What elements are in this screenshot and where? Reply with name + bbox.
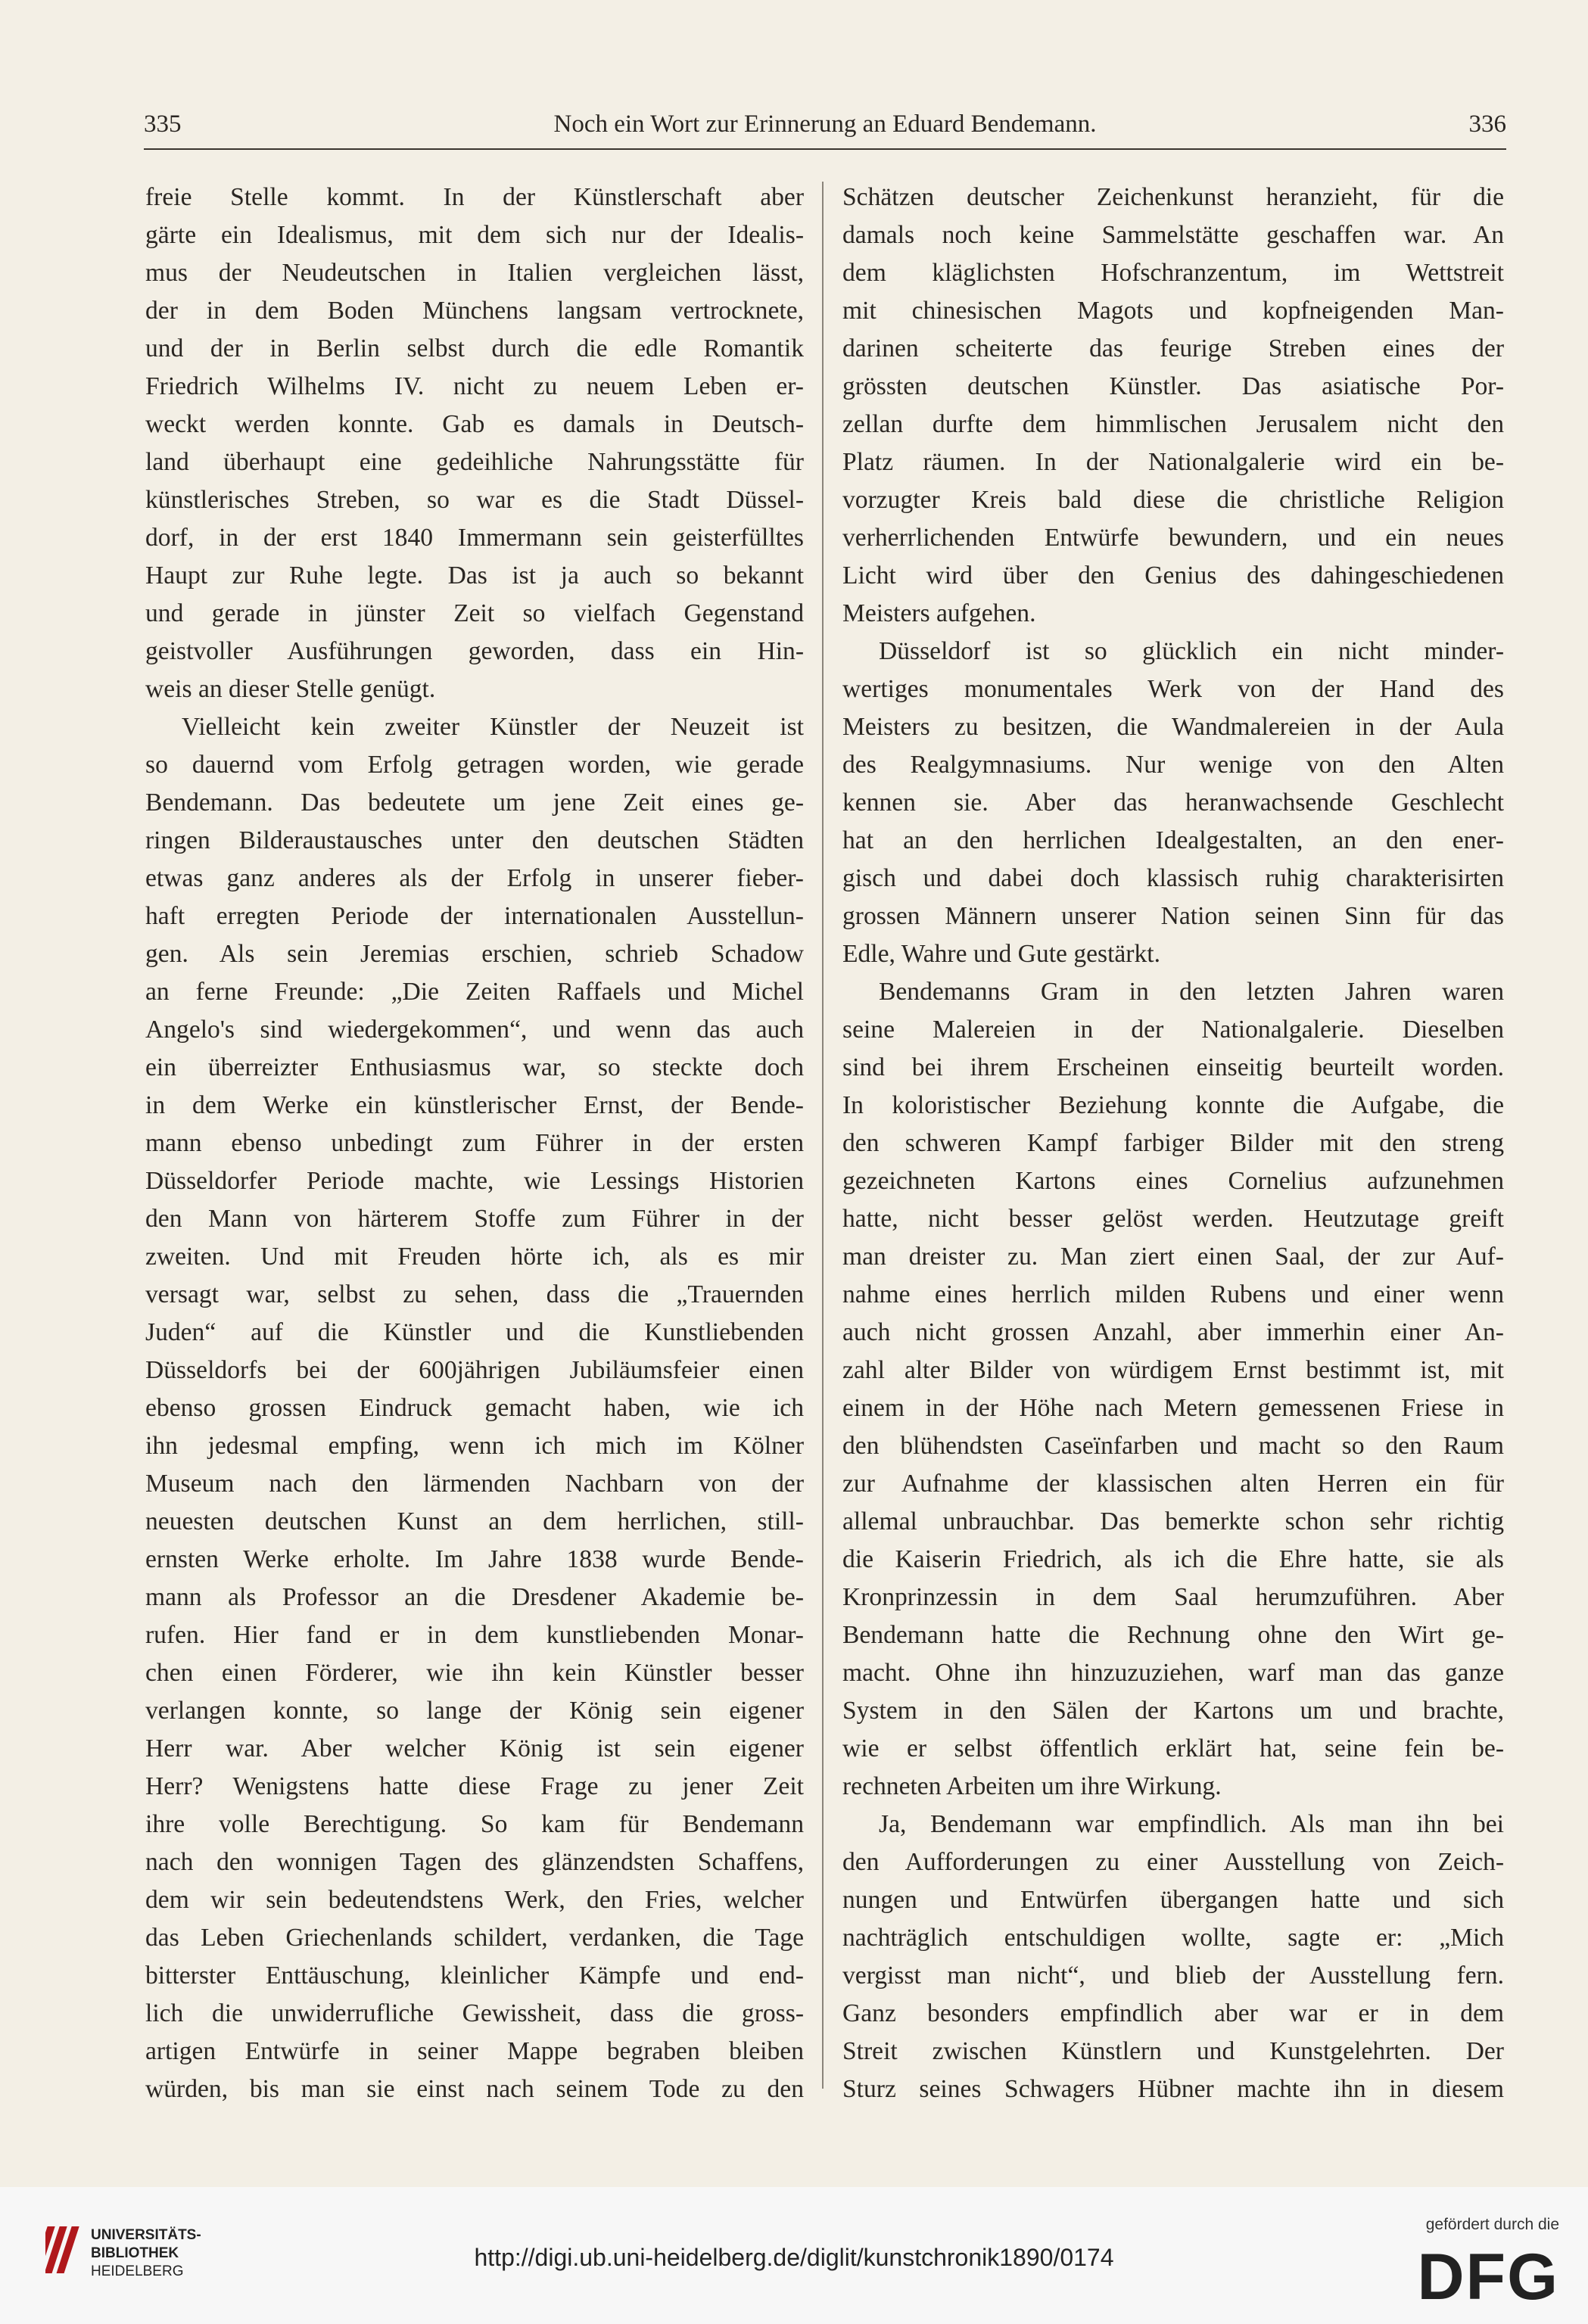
text-line: Schätzen deutscher Zeichenkunst heranzieht, für die (842, 183, 1504, 211)
text-line: ein überreizter Enthusiasmus war, so steckte doch (145, 1053, 804, 1081)
text-line: mit chinesischen Magots und kopfneigenden Man- (842, 297, 1504, 325)
page-number-right: 336 (1468, 110, 1506, 138)
text-line: Herr war. Aber welcher König ist sein eigener (145, 1734, 804, 1762)
text-line: zur Aufnahme der klassischen alten Herren ein für (842, 1470, 1504, 1498)
text-line: auch nicht grossen Anzahl, aber immerhin einer An- (842, 1318, 1504, 1346)
text-line: gärte ein Idealismus, mit dem sich nur der Idealis- (145, 221, 804, 249)
text-line: vergisst man nicht“, und blieb der Ausstellung fern. (842, 1962, 1504, 1990)
text-line: so dauernd vom Erfolg getragen worden, wie gerade (145, 751, 804, 779)
text-line: hat an den herrlichen Idealgestalten, an den ener- (842, 826, 1504, 854)
text-line: der in dem Boden Münchens langsam vertrocknete, (145, 297, 804, 325)
text-line: lich die unwiderrufliche Gewissheit, dass die gross- (145, 1999, 804, 2027)
text-line: Meisters aufgehen. (842, 599, 1036, 627)
text-line: chen einen Förderer, wie ihn kein Künstler besser (145, 1659, 804, 1687)
text-line: Juden“ auf die Künstler und die Kunstliebenden (145, 1318, 804, 1346)
text-line: sind bei ihrem Erscheinen einseitig beurteilt worden. (842, 1053, 1504, 1081)
text-line: man dreister zu. Man ziert einen Saal, der zur Auf- (842, 1243, 1504, 1271)
text-line: und der in Berlin selbst durch die edle Romantik (145, 334, 804, 362)
text-line: Ganz besonders empfindlich aber war er in dem (842, 1999, 1504, 2027)
text-line: dorf, in der erst 1840 Immermann sein geisterfülltes (145, 524, 804, 552)
header-rule (144, 148, 1506, 150)
text-line: Herr? Wenigstens hatte diese Frage zu jener Zeit (145, 1772, 804, 1800)
right-column (842, 179, 1504, 2108)
digitization-footer (0, 2187, 1588, 2324)
text-line: neuesten deutschen Kunst an dem herrlichen, still- (145, 1507, 804, 1535)
source-url-link[interactable]: http://digi.ub.uni-heidelberg.de/diglit/kunstchronik1890/0174 (474, 2244, 1114, 2271)
text-line: Streit zwischen Künstlern und Kunstgelehrten. Der (842, 2037, 1504, 2065)
text-line: dem wir sein bedeutendstens Werk, den Fries, welcher (145, 1886, 804, 1914)
text-line: damals noch keine Sammelstätte geschaffen war. An (842, 221, 1504, 249)
text-line: das Leben Griechenlands schildert, verdanken, die Tage (145, 1924, 804, 1952)
text-line: Kronprinzessin in dem Saal herumzuführen. Aber (842, 1583, 1504, 1611)
text-line: grossen Männern unserer Nation seinen Sinn für das (842, 902, 1504, 930)
text-line: zweiten. Und mit Freuden hörte ich, als es mir (145, 1243, 804, 1271)
text-line: kennen sie. Aber das heranwachsende Geschlecht (842, 789, 1504, 817)
text-line: mann als Professor an die Dresdener Akademie be- (145, 1583, 804, 1611)
library-name-line1: UNIVERSITÄTS- (91, 2227, 201, 2243)
text-line: des Realgymnasiums. Nur wenige von den Alten (842, 751, 1504, 779)
text-line: Licht wird über den Genius des dahingeschiedenen (842, 562, 1504, 590)
text-line: zahl alter Bilder von würdigem Ernst bestimmt ist, mit (842, 1356, 1504, 1384)
text-line: land überhaupt eine gedeihliche Nahrungsstätte für (145, 448, 804, 476)
text-line: an ferne Freunde: „Die Zeiten Raffaels und Michel (145, 978, 804, 1006)
text-line: ihre volle Berechtigung. So kam für Bendemann (145, 1810, 804, 1838)
text-line: den Mann von härterem Stoffe zum Führer in der (145, 1205, 804, 1233)
text-line: rechneten Arbeiten um ihre Wirkung. (842, 1772, 1222, 1800)
text-line: Vielleicht kein zweiter Künstler der Neuzeit ist (182, 713, 804, 741)
text-line: etwas ganz anderes als der Erfolg in unserer fieber- (145, 864, 804, 892)
text-line: künstlerisches Streben, so war es die Stadt Düssel- (145, 486, 804, 514)
text-line: die Kaiserin Friedrich, als ich die Ehre hatte, sie als (842, 1545, 1504, 1573)
text-line: ihn jedesmal empfing, wenn ich mich im Kölner (145, 1432, 804, 1460)
text-line: hatte, nicht besser gelöst werden. Heutzutage greift (842, 1205, 1504, 1233)
text-line: freie Stelle kommt. In der Künstlerschaft aber (145, 183, 804, 211)
text-line: Edle, Wahre und Gute gestärkt. (842, 940, 1161, 968)
running-header (144, 104, 1506, 147)
text-line: artigen Entwürfe in seiner Mappe begraben bleiben (145, 2037, 804, 2065)
text-line: Düsseldorfer Periode machte, wie Lessings Historien (145, 1167, 804, 1195)
funded-by-label: gefördert durch die (1425, 2216, 1559, 2233)
text-line: gisch und dabei doch klassisch ruhig charakterisirten (842, 864, 1504, 892)
text-line: Bendemann hatte die Rechnung ohne den Wirt ge- (842, 1621, 1504, 1649)
text-line: wertiges monumentales Werk von der Hand des (842, 675, 1504, 703)
text-line: den Aufforderungen zu einer Ausstellung von Zeich- (842, 1848, 1504, 1876)
dfg-logo: DFG (1417, 2241, 1559, 2313)
text-line: in dem Werke ein künstlerischer Ernst, der Bende- (145, 1091, 804, 1119)
text-line: nach den wonnigen Tagen des glänzendsten Schaffens, (145, 1848, 804, 1876)
text-line: einem in der Höhe nach Metern gemessenen Friese in (842, 1394, 1504, 1422)
text-line: würden, bis man sie einst nach seinem Tode zu den (145, 2075, 804, 2103)
text-line: vorzugter Kreis bald diese die christliche Religion (842, 486, 1504, 514)
text-line: gen. Als sein Jeremias erschien, schrieb Schadow (145, 940, 804, 968)
text-line: wie er selbst öffentlich erklärt hat, seine fein be- (842, 1734, 1504, 1762)
text-line: Düsseldorf ist so glücklich ein nicht minder- (879, 637, 1504, 665)
text-line: ringen Bilderaustausches unter den deutschen Städten (145, 826, 804, 854)
text-line: weckt werden konnte. Gab es damals in Deutsch- (145, 410, 804, 438)
text-line: und gerade in jünster Zeit so vielfach Gegenstand (145, 599, 804, 627)
running-title: Noch ein Wort zur Erinnerung an Eduard Bendemann. (553, 110, 1097, 138)
text-line: Sturz seines Schwagers Hübner machte ihn in diesem (842, 2075, 1504, 2103)
text-line: geistvoller Ausführungen geworden, dass ein Hin- (145, 637, 804, 665)
library-name-line2: BIBLIOTHEK (91, 2245, 179, 2261)
library-name-line3: HEIDELBERG (91, 2263, 184, 2279)
text-line: zellan durfte dem himmlischen Jerusalem nicht den (842, 410, 1504, 438)
text-line: ebenso grossen Eindruck gemacht haben, wie ich (145, 1394, 804, 1422)
text-line: mus der Neudeutschen in Italien vergleichen lässt, (145, 259, 804, 287)
text-line: In koloristischer Beziehung konnte die Aufgabe, die (842, 1091, 1504, 1119)
text-line: den blühendsten Caseïnfarben und macht so den Raum (842, 1432, 1504, 1460)
text-line: nahme eines herrlich milden Rubens und einer wenn (842, 1280, 1504, 1308)
text-line: seine Malereien in der Nationalgalerie. Dieselben (842, 1016, 1504, 1044)
text-line: Bendemann. Das bedeutete um jene Zeit eines ge- (145, 789, 804, 817)
text-line: System in den Sälen der Kartons um und brachte, (842, 1697, 1504, 1725)
text-line: verlangen konnte, so lange der König sein eigener (145, 1697, 804, 1725)
left-column (145, 179, 804, 2108)
text-line: Angelo's sind wiedergekommen“, und wenn das auch (145, 1016, 804, 1044)
text-line: nachträglich entschuldigen wollte, sagte er: „Mich (842, 1924, 1504, 1952)
text-line: ernsten Werke erholte. Im Jahre 1838 wurde Bende- (145, 1545, 804, 1573)
text-line: verherrlichenden Entwürfe bewundern, und ein neues (842, 524, 1504, 552)
page-number-left: 335 (144, 110, 182, 138)
text-line: Friedrich Wilhelms IV. nicht zu neuem Leben er- (145, 372, 804, 400)
text-line: allemal unbrauchbar. Das bemerkte schon sehr richtig (842, 1507, 1504, 1535)
text-line: dem kläglichsten Hofschranzentum, im Wettstreit (842, 259, 1504, 287)
text-line: Platz räumen. In der Nationalgalerie wird ein be- (842, 448, 1504, 476)
text-line: den schweren Kampf farbiger Bilder mit den streng (842, 1129, 1504, 1157)
text-line: darinen scheiterte das feurige Streben eines der (842, 334, 1504, 362)
text-line: Meisters zu besitzen, die Wandmalereien in der Aula (842, 713, 1504, 741)
text-line: macht. Ohne ihn hinzuzuziehen, warf man das ganze (842, 1659, 1504, 1687)
text-line: Bendemanns Gram in den letzten Jahren waren (879, 978, 1504, 1006)
text-line: versagt war, selbst zu sehen, dass die „Trauernden (145, 1280, 804, 1308)
text-line: Ja, Bendemann war empfindlich. Als man ihn bei (879, 1810, 1504, 1838)
text-line: Haupt zur Ruhe legte. Das ist ja auch so bekannt (145, 562, 804, 590)
column-divider (822, 182, 824, 2089)
text-line: Düsseldorfs bei der 600jährigen Jubiläumsfeier einen (145, 1356, 804, 1384)
text-line: grössten deutschen Künstler. Das asiatische Por- (842, 372, 1504, 400)
text-line: haft erregten Periode der internationalen Ausstellun- (145, 902, 804, 930)
text-line: gezeichneten Kartons eines Cornelius aufzunehmen (842, 1167, 1504, 1195)
text-line: mann ebenso unbedingt zum Führer in der ersten (145, 1129, 804, 1157)
text-line: weis an dieser Stelle genügt. (145, 675, 436, 703)
text-line: bitterster Enttäuschung, kleinlicher Kämpfe und end- (145, 1962, 804, 1990)
text-line: nungen und Entwürfen übergangen hatte und sich (842, 1886, 1504, 1914)
text-line: rufen. Hier fand er in dem kunstliebenden Monar- (145, 1621, 804, 1649)
text-line: Museum nach den lärmenden Nachbarn von der (145, 1470, 804, 1498)
